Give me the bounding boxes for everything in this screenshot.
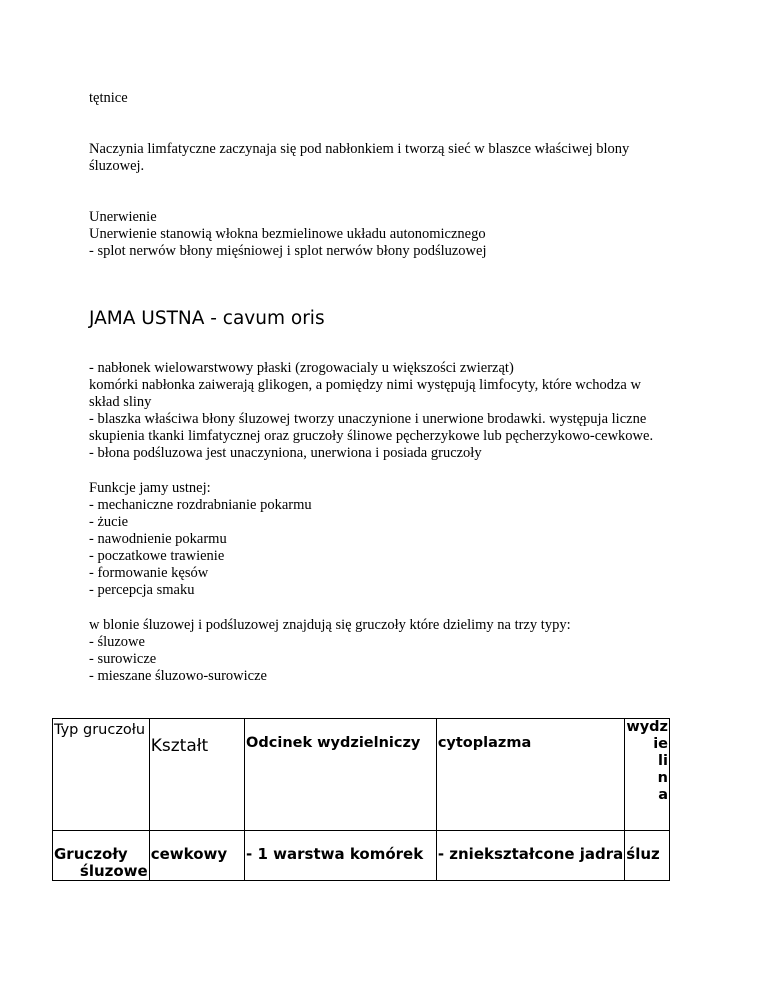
text-line: tętnice bbox=[89, 90, 128, 106]
text-line: - blaszka właściwa błony śluzowej tworzy unaczynione i unerwione brodawki. występuja liczne bbox=[89, 411, 647, 427]
text-line: Unerwienie bbox=[89, 209, 157, 225]
text-line: skupienia tkanki limfatycznej oraz gruczoły ślinowe pęcherzykowe lub pęcherzykowo-cewkowe. bbox=[89, 428, 654, 444]
list-item: - śluzowe bbox=[89, 634, 145, 650]
list-item: - surowicze bbox=[89, 651, 157, 667]
cell-secretory-part: - 1 warstwa komórek bbox=[245, 831, 437, 881]
glands-table bbox=[52, 718, 670, 881]
text-line: śluzowej. bbox=[89, 158, 145, 174]
text-line: - nabłonek wielowarstwowy płaski (zrogowacialy u większości zwierząt) bbox=[89, 360, 514, 376]
paragraph-lymphatic-vessels bbox=[89, 141, 689, 175]
header-cell-secretion: wydz ie li n a bbox=[625, 719, 670, 831]
list-item: - percepcja smaku bbox=[89, 582, 195, 598]
header-cell-secretory-part: Odcinek wydzielniczy bbox=[245, 719, 437, 831]
text-line: komórki nabłonka zaiwerają glikogen, a pomiędzy nimi występują limfocyty, które wchodza w bbox=[89, 377, 641, 393]
cell-cytoplasm: - zniekształcone jadra bbox=[436, 831, 624, 881]
list-item: - formowanie kęsów bbox=[89, 565, 209, 581]
cell-gland-type: Gruczoły śluzowe bbox=[53, 831, 150, 881]
paragraph-arteries bbox=[89, 90, 689, 107]
paragraph-functions bbox=[89, 480, 689, 599]
text-line: - splot nerwów błony mięśniowej i splot nerwów błony podśluzowej bbox=[89, 243, 487, 259]
list-heading: Funkcje jamy ustnej: bbox=[89, 480, 211, 496]
cell-secretion: śluz bbox=[625, 831, 670, 881]
table-row bbox=[53, 831, 670, 881]
text-line: skład sliny bbox=[89, 394, 152, 410]
list-heading: w blonie śluzowej i podśluzowej znajdują się gruczoły które dzielimy na trzy typy: bbox=[89, 617, 571, 633]
list-item: - poczatkowe trawienie bbox=[89, 548, 225, 564]
paragraph-gland-types bbox=[89, 617, 689, 685]
list-item: - mieszane śluzowo-surowicze bbox=[89, 668, 267, 684]
list-item: - nawodnienie pokarmu bbox=[89, 531, 227, 547]
header-cell-cytoplasm: cytoplazma bbox=[436, 719, 624, 831]
text-line: - błona podśluzowa jest unaczyniona, unerwiona i posiada gruczoły bbox=[89, 445, 482, 461]
list-item: - żucie bbox=[89, 514, 129, 530]
text-line: Unerwienie stanowią włokna bezmielinowe układu autonomicznego bbox=[89, 226, 486, 242]
paragraph-innervation bbox=[89, 209, 689, 260]
cell-shape: cewkowy bbox=[149, 831, 244, 881]
section-heading: JAMA USTNA - cavum oris bbox=[89, 308, 325, 329]
header-cell-shape: Kształt bbox=[149, 719, 244, 831]
header-cell-gland-type: Typ gruczołu bbox=[53, 719, 150, 831]
table-header-row bbox=[53, 719, 670, 831]
paragraph-epithelium bbox=[89, 360, 689, 462]
text-line: Naczynia limfatyczne zaczynaja się pod nabłonkiem i tworzą sieć w blaszce właściwej blony bbox=[89, 141, 630, 157]
list-item: - mechaniczne rozdrabnianie pokarmu bbox=[89, 497, 312, 513]
